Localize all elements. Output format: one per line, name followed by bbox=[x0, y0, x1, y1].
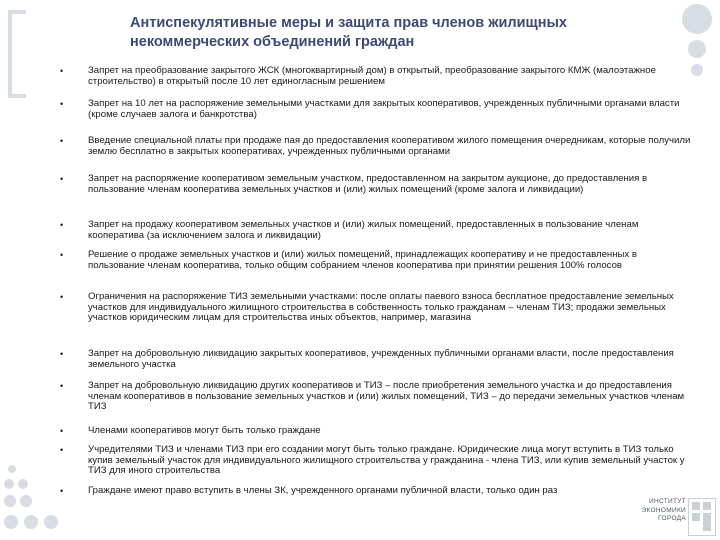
bullet-icon: • bbox=[60, 66, 64, 76]
logo-line-1: ИНСТИТУТ bbox=[649, 498, 686, 505]
bullet-list bbox=[56, 66, 696, 498]
logo-line-3: ГОРОДА bbox=[658, 515, 686, 522]
bullet-icon: • bbox=[60, 99, 64, 109]
bullet-icon: • bbox=[60, 136, 64, 146]
bullet-icon: • bbox=[60, 250, 64, 260]
list-item bbox=[56, 220, 696, 250]
list-item-text: Граждане имеют право вступить в члены ЗК, учрежденного органами публичной власти, только один раз bbox=[88, 485, 558, 496]
bullet-icon: • bbox=[60, 381, 64, 391]
list-item-text: Введение специальной платы при продаже пая до предоставления кооперативом жилого помещения очередникам, которые получили землю бесплатно в закрытых кооперативах, учрежденных публичными органами bbox=[88, 135, 691, 157]
list-item-text: Запрет на добровольную ликвидацию других кооперативов и ТИЗ – после приобретения земельного участка и до предоставления членам кооперативов в пользование земельных участков и (или) жилых помещений, ТИЗ – до передачи земельных участков членам ТИЗ bbox=[88, 380, 685, 413]
list-item bbox=[56, 381, 696, 426]
left-bracket-decoration bbox=[8, 10, 26, 98]
list-item bbox=[56, 66, 696, 92]
bullet-icon: • bbox=[60, 349, 64, 359]
institute-logo-text bbox=[626, 498, 686, 524]
list-item-text: Решение о продаже земельных участков и (или) жилых помещений, принадлежащих кооперативу и не предоставленных в пользование членам кооператива, только общим собранием членов кооператива при принятии решения 100% голосов bbox=[88, 249, 637, 271]
bottom-left-dots-decoration bbox=[4, 465, 74, 540]
list-item-text: Ограничения на распоряжение ТИЗ земельными участками: после оплаты паевого взноса бесплатное предоставление земельных участков для индивидуального жилищного строительства в собственность только гражданам – членам ТИЗ; продажи земельных участков юридическим лицам для строительства иных объектов, например, магазина bbox=[88, 291, 674, 324]
bullet-icon: • bbox=[60, 486, 64, 496]
list-item bbox=[56, 445, 696, 486]
list-item-text: Запрет на добровольную ликвидацию закрытых кооперативов, учрежденных публичными органами власти, после предоставления земельного участка bbox=[88, 348, 674, 370]
list-item bbox=[56, 174, 696, 220]
bullet-icon: • bbox=[60, 445, 64, 455]
list-item-text: Запрет на распоряжение кооперативом земельным участком, предоставленном на закрытом аукционе, до предоставления в пользование членам кооператива земельных участков и (или) жилых помещений (кроме залога и ликвидации) bbox=[88, 173, 648, 195]
list-item bbox=[56, 250, 696, 292]
institute-logo-icon bbox=[688, 498, 716, 536]
list-item bbox=[56, 486, 696, 498]
list-item-text: Запрет на продажу кооперативом земельных участков и (или) жилых помещений, предоставленных в пользование членам кооператива (за исключением залога и ликвидации) bbox=[88, 219, 639, 241]
list-item-text: Запрет на преобразование закрытого ЖСК (многоквартирный дом) в открытый, преобразование закрытого КМЖ (малоэтажное строительство) в открытый после 10 лет единогласным решением bbox=[88, 65, 656, 87]
list-item-text: Учредителями ТИЗ и членами ТИЗ при его создании могут быть только граждане. Юридические лица могут вступить в ТИЗ только купив земельный участок для индивидуального жилищного строительства у гражданина - члена ТИЗ, или купив земельный участок у ТИЗ для иного строительства bbox=[88, 444, 685, 477]
list-item bbox=[56, 136, 696, 174]
list-item bbox=[56, 426, 696, 445]
bullet-icon: • bbox=[60, 292, 64, 302]
bullet-icon: • bbox=[60, 174, 64, 184]
list-item bbox=[56, 99, 696, 136]
list-item bbox=[56, 349, 696, 381]
list-item bbox=[56, 292, 696, 349]
bullet-icon: • bbox=[60, 426, 64, 436]
list-item-text: Запрет на 10 лет на распоряжение земельными участками для закрытых кооперативов, учрежденных публичными органами власти (кроме случаев залога и банкротства) bbox=[88, 98, 680, 120]
list-item-text: Членами кооперативов могут быть только граждане bbox=[88, 425, 321, 436]
bullet-icon: • bbox=[60, 220, 64, 230]
logo-line-2: ЭКОНОМИКИ bbox=[641, 506, 686, 514]
page-title: Антиспекулятивные меры и защита прав членов жилищных некоммерческих объединений граждан bbox=[130, 15, 567, 50]
